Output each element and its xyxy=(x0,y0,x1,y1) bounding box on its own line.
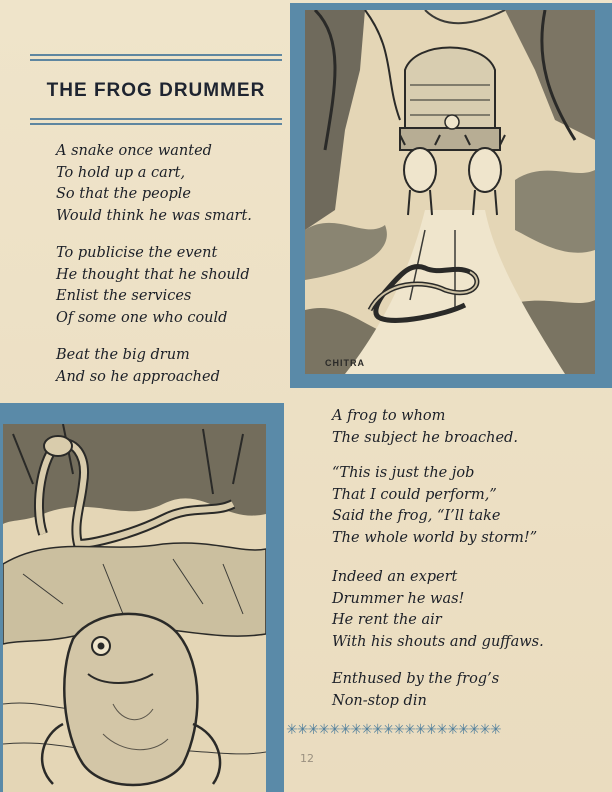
cart-snake-drawing xyxy=(305,10,595,374)
verse-line: Indeed an expert xyxy=(332,569,458,585)
stanza-right-1 xyxy=(332,406,518,449)
title-rule-bottom xyxy=(30,118,282,120)
verse-line: “This is just the job xyxy=(332,465,475,481)
verse-line: So that the people xyxy=(56,186,191,202)
stanza-left-1 xyxy=(56,141,252,227)
page-number: 12 xyxy=(300,752,314,765)
frog-snake-drawing xyxy=(3,424,266,792)
verse-line: To publicise the event xyxy=(56,245,218,261)
verse-line: Enthused by the frog’s xyxy=(332,671,500,687)
verse-line: With his shouts and guffaws. xyxy=(332,633,544,650)
verse-line: The whole world by storm!” xyxy=(332,529,538,546)
verse-line: A frog to whom xyxy=(332,408,446,424)
verse-line: Enlist the services xyxy=(56,288,192,304)
verse-line: Drummer he was! xyxy=(332,590,465,607)
page-title: THE FROG DRUMMER xyxy=(46,80,266,101)
stanza-right-4 xyxy=(332,669,499,712)
verse-line: He thought that he should xyxy=(56,266,250,283)
verse-line: Would think he was smart. xyxy=(56,207,252,224)
artist-signature: CHITRA xyxy=(325,358,365,368)
verse-line: Beat the big drum xyxy=(56,347,190,363)
verse-line: A snake once wanted xyxy=(56,143,212,159)
stanza-right-3 xyxy=(332,567,544,653)
frog-illustration xyxy=(3,424,266,792)
title-rule-top-2 xyxy=(30,59,282,61)
stanza-left-2 xyxy=(56,243,250,329)
verse-line: Non-stop din xyxy=(332,692,427,709)
verse-line: He rent the air xyxy=(332,612,442,628)
verse-line: That I could perform,” xyxy=(332,486,497,503)
stanza-left-3 xyxy=(56,345,220,388)
verse-line: Said the frog, “I’ll take xyxy=(332,508,501,524)
title-rule-top xyxy=(30,54,282,56)
verse-line: And so he approached xyxy=(56,368,220,385)
cart-illustration xyxy=(305,10,595,374)
verse-line: To hold up a cart, xyxy=(56,164,186,181)
stanza-right-2 xyxy=(332,463,537,549)
verse-line: The subject he broached. xyxy=(332,429,518,446)
decorative-border: ✳✳✳✳✳✳✳✳✳✳✳✳✳✳✳✳✳✳✳✳ xyxy=(286,722,501,738)
verse-line: Of some one who could xyxy=(56,309,228,326)
title-rule-bottom-2 xyxy=(30,123,282,125)
